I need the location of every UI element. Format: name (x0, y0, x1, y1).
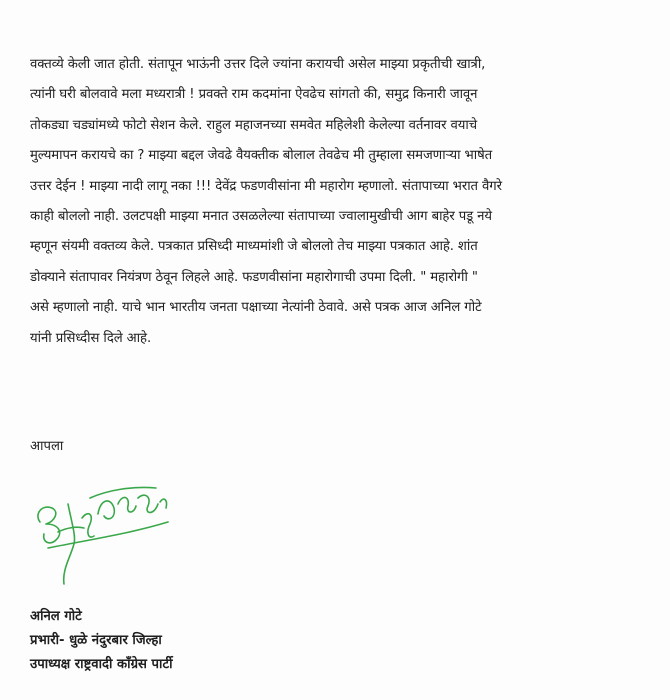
letter-line: यांनी प्रसिध्दीस दिले आहे. (30, 330, 152, 346)
letter-line: तोकड्या चड्यांमध्ये फोटो सेशन केले. राहुल महाजनच्या समवेत महिलेशी केलेल्या वर्तनावर वयाचे (30, 117, 478, 133)
letter-body (30, 50, 645, 354)
letter-line: काही बोललो नाही. उलटपक्षी माझ्या मनात उसळलेल्या संतापाच्या ज्वालामुखीची आग बाहेर पडू नये (30, 208, 492, 224)
signer-block (30, 605, 173, 677)
letter-line: मुल्यमापन करायचे का ? माझ्या बद्दल जेवढे वैयक्तीक बोलाल तेवढेच मी तुम्हाला समजणाऱ्या भाषेत (30, 148, 493, 164)
letter-line: डोक्याने संतापावर नियंत्रण ठेवून लिहले आहे. फडणवीसांना महारोगाची उपमा दिली. " महारोगी " (30, 269, 478, 285)
letter-line: असे म्हणालो नाही. याचे भान भारतीय जनता पक्षाच्या नेत्यांनी ठेवावे. असे पत्रक आज अनिल गोटे (30, 300, 482, 316)
letter-line: उत्तर देईन ! माझ्या नादी लागू नका !!! देवेंद्र फडणवीसांना मी महारोग म्हणालो. संतापाच्या भरात वैगरे (30, 178, 502, 194)
signer-name: अनिल गोटे (30, 609, 82, 624)
letter-line: त्यांनी घरी बोलवावे मला मध्यरात्री ! प्रवक्ते राम कदमांना ऐवढेच सांगतो की, समुद्र किनारी जावून (30, 87, 478, 103)
letter-closing: आपला (30, 439, 64, 454)
handwritten-signature (28, 474, 178, 594)
letter-line: म्हणून संयमी वक्तव्य केले. पत्रकात प्रसिध्दी माध्यमांशी जे बोललो तेच माझ्या पत्रकात आहे. शांत (30, 239, 478, 255)
signer-role: प्रभारी- धुळे नंदुरबार जिल्हा (30, 633, 162, 648)
letter-line: वक्तव्ये केली जात होती. संतापून भाऊंनी उत्तर दिले ज्यांना करायची असेल माझ्या प्रकृतीची खात्री, (30, 57, 486, 72)
signer-title: उपाध्यक्ष राष्ट्रवादी कॉंग्रेस पार्टी (30, 657, 173, 672)
